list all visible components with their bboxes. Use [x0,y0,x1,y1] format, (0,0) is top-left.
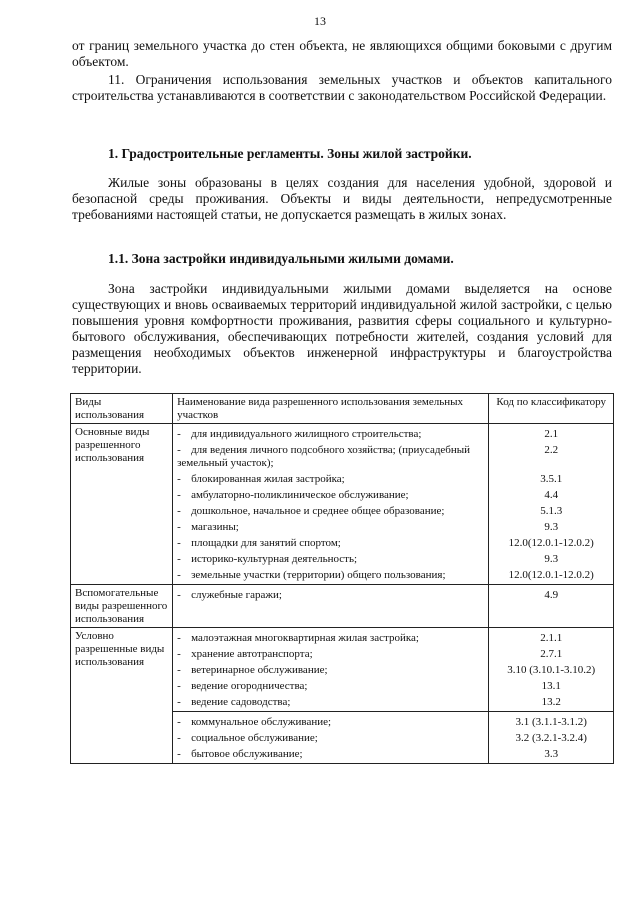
conditional-names-a [173,628,489,712]
auxiliary-codes [489,585,614,628]
main-names [173,424,489,585]
list-dash: - [177,444,181,456]
item-text: историко-культурная деятельность; [191,553,358,565]
table-item-code: 3.3 [544,748,559,760]
table-item-name [177,662,484,678]
group-title-auxiliary: Вспомогательные виды разрешенного использования [71,585,173,628]
table-item-name [177,694,484,710]
table-item-name [177,519,484,535]
table-item-code: 13.2 [541,696,561,708]
table-item-code: 3.2 (3.2.1-3.2.4) [515,732,587,744]
list-dash: - [177,648,181,660]
conditional-codes-b [489,712,614,764]
auxiliary-names [173,585,489,628]
table-item-code: 2.2 [544,444,559,456]
table-item-name [177,746,484,762]
table-row-main [71,424,614,585]
table-item-name [177,442,484,471]
table-item-name [177,646,484,662]
table-item-name [177,678,484,694]
table-item-name [177,730,484,746]
page-number: 13 [314,14,326,28]
table-header-row [71,394,614,424]
table-item-name [177,503,484,519]
table-item-code: 4.9 [544,589,559,601]
list-dash: - [177,589,181,601]
list-dash: - [177,680,181,692]
table-row-auxiliary [71,585,614,628]
table-row-conditional-a [71,628,614,712]
table-item-code: 3.1 (3.1.1-3.1.2) [515,716,587,728]
list-dash: - [177,505,181,517]
list-dash: - [177,473,181,485]
table-item-code: 5.1.3 [540,505,563,517]
table-item-name [177,551,484,567]
table-item-name [177,630,484,646]
item-text: бытовое обслуживание; [191,748,303,760]
item-text: блокированная жилая застройка; [191,473,345,485]
header-name: Наименование вида разрешенного использования земельных участков [173,394,489,424]
list-dash: - [177,553,181,565]
table-item-name [177,426,484,442]
table-item-code: 2.7.1 [540,648,563,660]
item-text: площадки для занятий спортом; [191,537,341,549]
item-text: ведение огородничества; [191,680,308,692]
list-dash: - [177,521,181,533]
item-text: ведение садоводства; [191,696,291,708]
header-kind: Виды использования [71,394,173,424]
table-item-code: 9.3 [544,521,559,533]
header-code: Код по классификатору [489,394,614,424]
paragraph-restrictions: 11. Ограничения использования земельных участков и объектов капитального строительства устанавливаются в соответствии с законодательством Российской Федерации. [72,72,612,103]
list-dash: - [177,748,181,760]
list-dash: - [177,569,181,581]
item-text: хранение автотранспорта; [191,648,313,660]
table-item-code: 3.10 (3.10.1-3.10.2) [507,664,596,676]
table-item-code: 13.1 [541,680,561,692]
item-text: для ведения личного подсобного хозяйства; (приусадебный земельный участок); [177,444,471,469]
list-dash: - [177,632,181,644]
table-item-code: 3.5.1 [540,473,563,485]
paragraph-individual-housing: Зона застройки индивидуальными жилыми домами выделяется на основе существующих и вновь осваиваемых территорий индивидуальной жилой застройки, с целью повышения уровня комфортности проживания, развития сферы социального и культурно-бытового обслуживания, обеспечивающих потребности жителей, создания условий для размещения необходимых объектов инженерной инфраструктуры и благоустройства территории. [72,281,612,376]
table-item-code: 2.1.1 [540,632,563,644]
item-text: ветеринарное обслуживание; [191,664,328,676]
conditional-names-b [173,712,489,764]
item-text: земельные участки (территории) общего пользования; [191,569,446,581]
list-dash: - [177,696,181,708]
item-text: дошкольное, начальное и среднее общее образование; [191,505,445,517]
paragraph-residential-zones: Жилые зоны образованы в целях создания для населения удобной, здоровой и безопасной среды проживания. Объекты и виды деятельности, непредусмотренные требованиями настоящей статьи, не допускается размещать в жилых зонах. [72,175,612,222]
main-codes [489,424,614,585]
list-dash: - [177,732,181,744]
table-item-name [177,567,484,583]
list-dash: - [177,664,181,676]
table-item-code: 9.3 [544,553,559,565]
table-item-code: 4.4 [544,489,559,501]
table-item-code: 12.0(12.0.1-12.0.2) [508,537,594,549]
table-item-code: 2.1 [544,428,559,440]
group-title-conditional: Условно разрешенные виды использования [71,628,173,764]
land-use-table [70,393,614,764]
item-text: коммунальное обслуживание; [191,716,332,728]
table-item-name [177,714,484,730]
list-dash: - [177,716,181,728]
list-dash: - [177,428,181,440]
item-text: социальное обслуживание; [191,732,318,744]
list-dash: - [177,489,181,501]
item-text: малоэтажная многоквартирная жилая застройка; [191,632,419,644]
section-heading-individual-housing: 1.1. Зона застройки индивидуальными жилыми домами. [108,251,454,266]
item-text: служебные гаражи; [191,589,282,601]
item-text: магазины; [191,521,239,533]
section-heading-residential-zones: 1. Градостроительные регламенты. Зоны жилой застройки. [108,146,472,161]
table-item-name [177,535,484,551]
table-item-name [177,587,484,603]
list-dash: - [177,537,181,549]
item-text: для индивидуального жилищного строительства; [191,428,422,440]
table-item-code: 12.0(12.0.1-12.0.2) [508,569,594,581]
conditional-codes-a [489,628,614,712]
group-title-main: Основные виды разрешенного использования [71,424,173,585]
table-item-name [177,471,484,487]
table-item-name [177,487,484,503]
item-text: амбулаторно-поликлиническое обслуживание; [191,489,409,501]
paragraph-continuation: от границ земельного участка до стен объекта, не являющихся общими боковыми с другим объектом. [72,38,612,69]
